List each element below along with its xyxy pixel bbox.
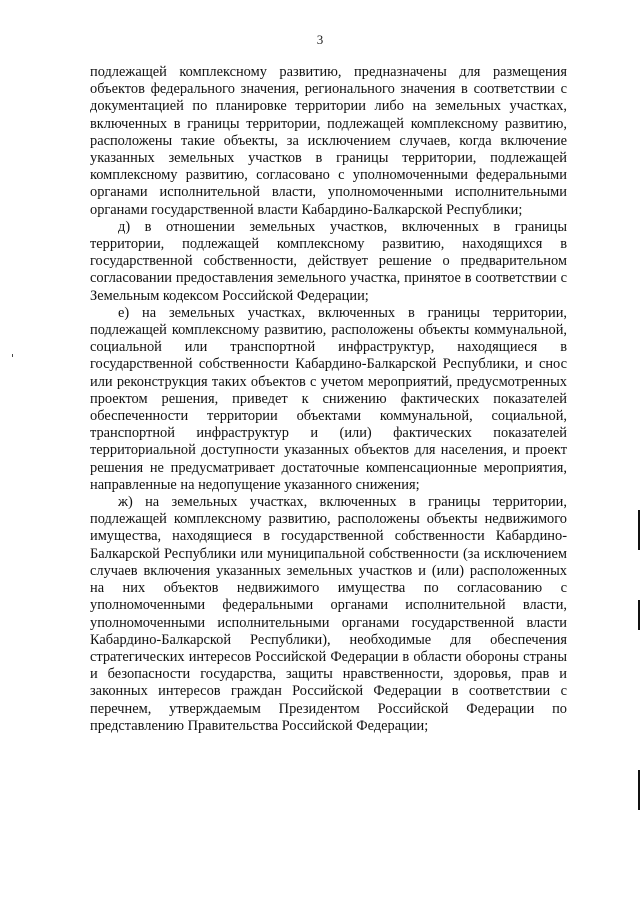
paragraph-item-e: е) на земельных участках, включенных в границы территории, подлежащей комплексному развитию, расположены объекты коммунальной, социальной или транспортной инфраструктур, находящиеся в государственной собственности Кабардино-Балкарской Республики, и снос или реконструкция таких объектов с учетом мероприятий, предусмотренных проектом решения, приведет к снижению фактических показателей обеспеченности территории объектами коммунальной, социальной, транспортной инфраструктур и (или) фактических показателей территориальной доступности указанных объектов для населения, и проект решения не предусматривает достаточные компенсационные мероприятия, направленные на недопущение указанного снижения;: [90, 304, 567, 493]
page-number: 3: [316, 32, 324, 47]
paragraph-item-d: д) в отношении земельных участков, включенных в границы территории, подлежащей комплексному развитию, находящихся в государственной собственности, действует решение о предварительном согласовании предоставления земельного участка, принятое в соответствии с Земельным кодексом Российской Федерации;: [90, 218, 567, 304]
document-body: [90, 64, 567, 735]
margin-mark: [12, 354, 13, 357]
paragraph-continuation: подлежащей комплексному развитию, предназначены для размещения объектов федерального значения, регионального значения в соответствии с документацией по планировке территории либо на земельных участках, включенных в границы территории, подлежащей комплексному развитию, расположены такие объекты, за исключением случаев, когда включение указанных земельных участков в границы территории, подлежащей комплексному развитию, согласовано с уполномоченными федеральными органами исполнительной власти, уполномоченными исполнительными органами государственной власти Кабардино-Балкарской Республики;: [90, 64, 567, 218]
scan-edge-marks: [632, 0, 640, 905]
paragraph-item-zh: ж) на земельных участках, включенных в границы территории, подлежащей комплексному развитию, расположены объекты недвижимого имущества, находящиеся в государственной собственности Кабардино-Балкарской Республики или муниципальной собственности (за исключением случаев включения указанных земельных участков и (или) расположенных на них объектов недвижимого имущества по согласованию с уполномоченными федеральными органами исполнительной власти, уполномоченными исполнительными органами государственной власти Кабардино-Балкарской Республики), необходимые для обеспечения стратегических интересов Российской Федерации в области обороны страны и безопасности государства, защиты нравственности, здоровья, прав и законных интересов граждан Российской Федерации в соответствии с перечнем, утверждаемым Президентом Российской Федерации по представлению Правительства Российской Федерации;: [90, 494, 567, 734]
